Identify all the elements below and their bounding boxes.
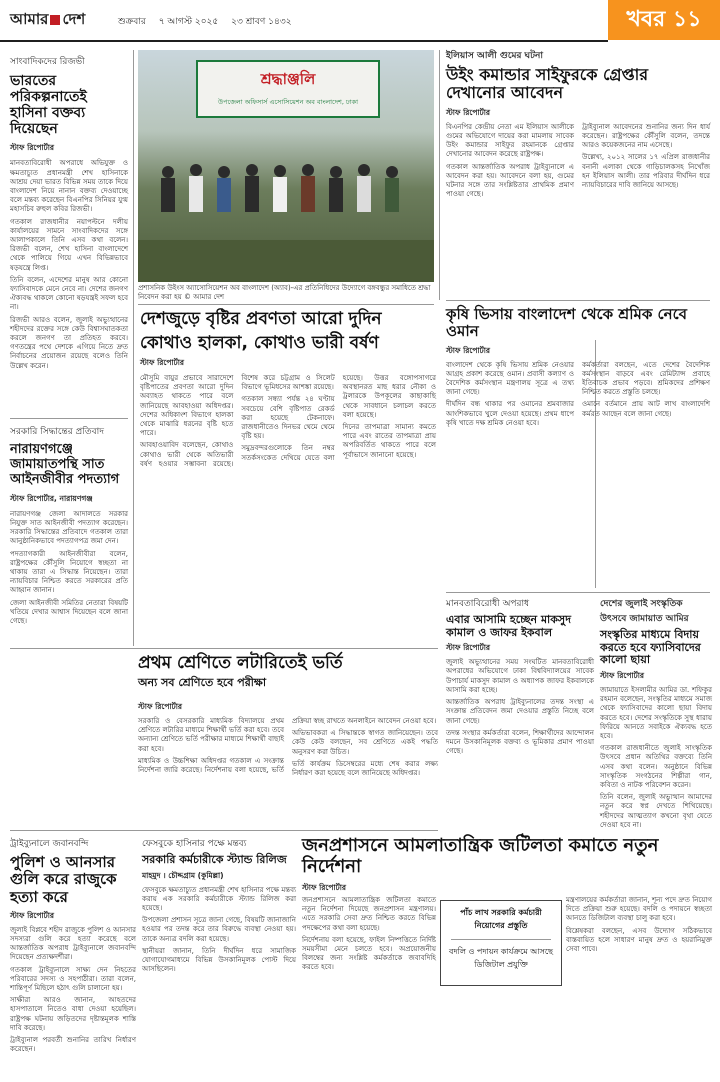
column-divider (439, 50, 440, 300)
story-byline: স্টাফ রিপোর্টার (600, 670, 645, 680)
story-body: বাংলাদেশ থেকে কৃষি ভিসায় শ্রমিক নেওয়ার আগ্রহ প্রকাশ করেছে ওমান। প্রবাসী কল্যাণ ও বৈদেশিক কর্মসংস্থান মন্ত্রণালয় সূত্রে এ তথ্য জানা গেছে। দীর্ঘদিন বন্ধ থাকার পর ওমানের শ্রমবাজার আংশিকভাবে খুলে দেওয়া হয়েছে। প্রথম ধাপে কৃষি খাতে দক্ষ শ্রমিক নেওয়া হবে। কর্মকর্তারা বলছেন, এতে দেশের বৈদেশিক কর্মসংস্থান বাড়বে এবং রেমিট্যান্স প্রবাহে ইতিবাচক প্রভাব পড়বে। শ্রমিকদের প্রশিক্ষণ নিশ্চিত করতে প্রস্তুতি চলছে। ওমানে বর্তমানে প্রায় আট লাখ বাংলাদেশি কর্মরত আছেন বলে জানা গেছে। (446, 360, 710, 427)
story-subhead: অন্য সব শ্রেণিতে হবে পরীক্ষা (138, 675, 267, 689)
story-body: জামায়াতে ইসলামীর আমির ডা. শফিকুর রহমান বলেছেন, সংস্কৃতির মাধ্যমে সমাজ থেকে ফ্যাসিবাদের কালো ছায়া বিদায় করতে হবে। দেশের সংস্কৃতিকে সুস্থ ধারায় ফিরিয়ে আনতে সবাইকে ঐক্যবদ্ধ হতে হবে। গতকাল রাজধানীতে জুলাই সাংস্কৃতিক উৎসবে প্রধান অতিথির বক্তব্যে তিনি এসব কথা বলেন। অনুষ্ঠানে বিভিন্ন সাংস্কৃতিক সংগঠনের শিল্পীরা গান, কবিতা ও নাটক পরিবেশন করেন। তিনি বলেন, জুলাই অভ্যুত্থান আমাদের নতুন করে স্বপ্ন দেখতে শিখিয়েছে। শহীদদের আত্মত্যাগ কখনো বৃথা যেতে দেওয়া হবে না। (600, 685, 712, 829)
story-byline: স্টাফ রিপোর্টার (10, 143, 55, 153)
story-headline[interactable]: এবার আসামি হচ্ছেন মাকসুদ কামাল ও জাফর ইকবাল (446, 613, 571, 639)
story-headline[interactable]: নারায়ণগঞ্জে জামায়াতপন্থি সাত আইনজীবীর পদত্যাগ (10, 442, 120, 487)
story-center-2 (138, 654, 438, 689)
divider (10, 418, 128, 419)
main-headline-line2[interactable]: কোথাও হালকা, কোথাও ভারী বর্ষণ (140, 332, 379, 353)
story-byline: স্টাফ রিপোর্টার (446, 643, 491, 653)
story-body: জুলাই বিপ্লবে শহীদ রাজুকে পুলিশ ও আনসার সদস্যরা গুলি করে হত্যা করেছে বলে আন্তর্জাতিক অপরাধ ট্রাইব্যুনালে জবানবন্দি দিয়েছেন প্রত্যক্ষদর্শীরা। গতকাল ট্রাইব্যুনালে সাক্ষ্য দেন নিহতের পরিবারের সদস্য ও সহপাঠীরা। তারা বলেন, শান্তিপূর্ণ মিছিলে হঠাৎ গুলি চালানো হয়। সাক্ষীরা আরও জানান, আহতদের হাসপাতালে নিতেও বাধা দেওয়া হয়েছিল। রাষ্ট্রপক্ষ ঘটনায় জড়িতদের দৃষ্টান্তমূলক শাস্তি দাবি করেছে। ট্রাইব্যুনাল পরবর্তী শুনানির তারিখ নির্ধারণ করেছেন। (10, 925, 136, 1054)
story-body: জনপ্রশাসনে আমলাতান্ত্রিক জটিলতা কমাতে নতুন নির্দেশনা দিয়েছে জনপ্রশাসন মন্ত্রণালয়। এতে সরকারি সেবা দ্রুত নিশ্চিত করতে বিভিন্ন পদক্ষেপের কথা বলা হয়েছে। নির্দেশনায় বলা হয়েছে, ফাইল নিষ্পত্তিতে নির্দিষ্ট সময়সীমা মেনে চলতে হবে। অপ্রয়োজনীয় বিলম্বের জন্য সংশ্লিষ্ট কর্মকর্তাকে জবাবদিহি করতে হবে। (302, 896, 436, 972)
story-center-2-body (138, 702, 438, 831)
story-body: মানবতাবিরোধী অপরাধে অভিযুক্ত ও ক্ষমতাচ্যুত প্রধানমন্ত্রী শেখ হাসিনাকে আশ্রয় দেয়া ভারত বিভিন্ন সময় তাকে দিয়ে বাংলাদেশ নিয়ে নানান বক্তব্য দেওয়াচ্ছে বলে মন্তব্য করেছেন বিএনপির সিনিয়র যুগ্ম মহাসচিব রুহুল কবির রিজভী। গতকাল রাজধানীর নয়াপল্টনে দলীয় কার্যালয়ের সামনে সাংবাদিকদের সঙ্গে আলাপকালে তিনি এসব কথা বলেন। রিজভী বলেন, শেখ হাসিনা বাংলাদেশে থেকে পালিয়ে গিয়ে এখন বিভিন্নভাবে ষড়যন্ত্রে লিপ্ত। তিনি বলেন, এদেশের মানুষ আর কোনো ফ্যাসিবাদকে মেনে নেবে না। দেশের জনগণ ঐক্যবদ্ধ থাকলে কোনো ষড়যন্ত্রই সফল হবে না। রিজভী আরও বলেন, জুলাই অভ্যুত্থানের শহীদদের রক্তের সঙ্গে কেউ বিশ্বাসঘাতকতা করলে জনগণ তা প্রতিহত করবে। গণতন্ত্রের পথে দেশকে এগিয়ে নিতে দ্রুত নির্বাচনের প্রয়োজন রয়েছে বলেও তিনি উল্লেখ করেন। (10, 159, 128, 370)
page-tag: খবর ১১ (608, 0, 720, 40)
column-divider (133, 50, 134, 646)
story-body: মৌসুমি বায়ুর প্রভাবে সারাদেশে বৃষ্টিপাতের প্রবণতা আরো দুদিন অব্যাহত থাকতে পারে বলে জানিয়েছে আবহাওয়া অধিদপ্তর। দেশের অধিকাংশ বিভাগে হালকা থেকে মাঝারি ধরনের বৃষ্টি হতে পারে। আবহাওয়াবিদ বলেছেন, কোথাও কোথাও ভারী থেকে অতিভারী বর্ষণ হওয়ার সম্ভাবনা রয়েছে। বিশেষ করে চট্টগ্রাম ও সিলেট বিভাগে ভূমিধসের আশঙ্কা রয়েছে। গতকাল সন্ধ্যা পর্যন্ত ২৪ ঘণ্টায় সবচেয়ে বেশি বৃষ্টিপাত রেকর্ড করা হয়েছে টেকনাফে। রাজধানীতেও দিনভর থেমে থেমে বৃষ্টি হয়। সমুদ্রবন্দরগুলোকে তিন নম্বর সতর্কসংকেত দেখিয়ে যেতে বলা হয়েছে। উত্তর বঙ্গোপসাগরে অবস্থানরত মাছ ধরার নৌকা ও ট্রলারকে উপকূলের কাছাকাছি থেকে সাবধানে চলাচল করতে বলা হয়েছে। দিনের তাপমাত্রা সামান্য কমতে পারে এবং রাতের তাপমাত্রা প্রায় অপরিবর্তিত থাকতে পারে বলে পূর্বাভাসে জানানো হয়েছে। (140, 374, 436, 468)
story-byline: স্টাফ রিপোর্টার, নারায়ণগঞ্জ (10, 493, 93, 503)
dateline (118, 14, 302, 29)
story-kicker: সরকারি সিদ্ধান্তের প্রতিবাদ (10, 427, 104, 437)
story-left-2 (10, 424, 128, 660)
story-right-4 (302, 836, 712, 895)
story-byline: স্টাফ রিপোর্টার (446, 345, 491, 355)
box-sub: বদলি ও পদায়ন কার্যক্রমে আসছে ডিজিটাল প্রযুক্তি (449, 947, 553, 969)
banner-sub: উপজেলা অফিসার্স এসোসিয়েশন অব বাংলাদেশ, ঢাকা (218, 98, 358, 106)
masthead-bar (0, 0, 720, 44)
divider (10, 830, 438, 831)
logo-square-icon (50, 15, 60, 25)
crowd-figures (148, 160, 424, 220)
story-left-3 (10, 836, 136, 1082)
date-bn: ২৩ শ্রাবণ ১৪৩২ (231, 17, 292, 27)
story-kicker: সাংবাদিকদের রিজভী (10, 57, 85, 67)
story-kicker: মানবতাবিরোধী অপরাধ (446, 599, 530, 609)
story-body: মন্ত্রণালয়ের কর্মকর্তারা জানান, শূন্য পদে দ্রুত নিয়োগ দিতে প্রক্রিয়া শুরু হয়েছে। বদলি ও পদায়নে স্বচ্ছতা আনতে ডিজিটাল ব্যবস্থা চালু করা হবে। বিশ্লেষকরা বলছেন, এসব উদ্যোগ সঠিকভাবে বাস্তবায়িত হলে সাধারণ মানুষ দ্রুত ও হয়রানিমুক্ত সেবা পাবে। (566, 896, 712, 954)
paper-name-right: দেশ (62, 10, 86, 28)
story-kicker: দেশের জুলাই সংস্কৃতিক উৎসবে জামায়াত আমির (600, 599, 689, 624)
story-headline[interactable]: উইং কমান্ডার সাইফুরকে গ্রেপ্তার দেখানোর আবেদন (446, 65, 649, 103)
story-body: জুলাই অভ্যুত্থানের সময় সংঘটিত মানবতাবিরোধী অপরাধের অভিযোগে ঢাকা বিশ্ববিদ্যালয়ের সাবেক উপাচার্য মাকসুদ কামাল ও অধ্যাপক জাফর ইকবালকে আসামি করা হচ্ছে। আন্তর্জাতিক অপরাধ ট্রাইব্যুনালের তদন্ত সংস্থা এ সংক্রান্ত প্রতিবেদন জমা দেওয়ার প্রস্তুতি নিচ্ছে বলে জানা গেছে। তদন্ত সংস্থার কর্মকর্তারা বলেন, শিক্ষার্থীদের আন্দোলন দমনে উসকানিমূলক বক্তব্য ও ভূমিকার প্রমাণ পাওয়া গেছে। (446, 658, 594, 756)
story-byline: মাহমুদ । চৌদ্দগ্রাম (কুমিল্লা) (142, 870, 224, 880)
day: শুক্রবার (118, 17, 146, 27)
divider (446, 300, 710, 301)
highlight-box (440, 900, 562, 986)
main-story (140, 358, 436, 644)
story-byline: স্টাফ রিপোর্টার (140, 358, 185, 367)
story-headline[interactable]: সংস্কৃতির মাধ্যমে বিদায় করতে হবে ফ্যাসিবাদের কালো ছায়া (600, 628, 701, 667)
story-kicker: ফেসবুকে হাসিনার পক্ষে মন্তব্য (142, 839, 247, 849)
paper-name-left: আমার (10, 10, 49, 28)
story-kicker: ইলিয়াস আলী গুমের ঘটনা (446, 51, 543, 61)
story-byline: স্টাফ রিপোর্টার (446, 107, 491, 117)
photo-banner (196, 60, 380, 118)
story-byline: স্টাফ রিপোর্টার (302, 883, 347, 893)
date-en: ৭ আগস্ট ২০২৫ (158, 17, 219, 27)
main-headline-block (140, 310, 436, 353)
story-right-3 (600, 596, 712, 829)
box-divider (451, 939, 551, 940)
story-left-1 (10, 54, 128, 427)
story-right-1 (446, 48, 710, 299)
story-center-3 (446, 596, 594, 808)
divider (138, 304, 434, 305)
story-headline[interactable]: কৃষি ভিসায় বাংলাদেশ থেকে শ্রমিক নেবে ওমান (446, 305, 687, 341)
story-byline: স্টাফ রিপোর্টার (10, 910, 55, 920)
masthead-rule (0, 40, 608, 42)
story-body: নারায়ণগঞ্জ জেলা আদালতে সরকার নিযুক্ত সাত আইনজীবী পদত্যাগ করেছেন। সরকারি সিদ্ধান্তের প্রতিবাদে গতকাল তারা আনুষ্ঠানিকভাবে পদত্যাগপত্র জমা দেন। পদত্যাগকারী আইনজীবীরা বলেন, রাষ্ট্রপক্ষের কৌঁসুলি নিয়োগে স্বচ্ছতা না থাকায় তারা এ সিদ্ধান্ত নিয়েছেন। তারা ন্যায়বিচার নিশ্চিত করতে সরকারের প্রতি আহ্বান জানান। জেলা আইনজীবী সমিতির নেতারা বিষয়টি খতিয়ে দেখার আশ্বাস দিয়েছেন বলে জানা গেছে। (10, 509, 128, 626)
masthead-logo (10, 8, 85, 33)
story-headline[interactable]: পুলিশ ও আনসার গুলি করে রাজুকে হত্যা করে (10, 853, 117, 906)
story-body: ফেসবুকে ক্ষমতাচ্যুত প্রধানমন্ত্রী শেখ হাসিনার পক্ষে মন্তব্য করায় এক সরকারি কর্মচারীকে স্ট্যান্ড রিলিজ করা হয়েছে। উপজেলা প্রশাসন সূত্রে জানা গেছে, বিষয়টি জানাজানি হওয়ার পর তদন্ত করে তার বিরুদ্ধে ব্যবস্থা নেওয়া হয়। তাকে অন্যত্র বদলি করা হয়েছে। স্থানীয়রা জানান, তিনি দীর্ঘদিন ধরে সামাজিক যোগাযোগমাধ্যমে বিভিন্ন উসকানিমূলক পোস্ট দিয়ে আসছিলেন। (142, 885, 296, 974)
divider (10, 648, 438, 649)
story-body: বিএনপির কেন্দ্রীয় নেতা এম ইলিয়াস আলীকে গুমের অভিযোগে দায়ের করা মামলায় সাবেক উইং কমান্ডার সাইফুর রহমানকে গ্রেপ্তার দেখানোর আবেদন করেছে রাষ্ট্রপক্ষ। গতকাল আন্তর্জাতিক অপরাধ ট্রাইব্যুনালে এ আবেদন করা হয়। আবেদনে বলা হয়, গুমের ঘটনার সঙ্গে তার সংশ্লিষ্টতার প্রাথমিক প্রমাণ পাওয়া গেছে। ট্রাইব্যুনাল আবেদনের শুনানির জন্য দিন ধার্য করেছেন। রাষ্ট্রপক্ষের কৌঁসুলি বলেন, তদন্তে আরও কয়েকজনের নাম এসেছে। উল্লেখ্য, ২০১২ সালের ১৭ এপ্রিল রাজধানীর বনানী এলাকা থেকে গাড়িচালকসহ নিখোঁজ হন ইলিয়াস আলী। তার পরিবার দীর্ঘদিন ধরে ন্যায়বিচারের দাবি জানিয়ে আসছে। (446, 122, 710, 199)
story-center-4 (142, 836, 296, 1050)
story-right-2 (446, 306, 710, 571)
photo-ground (138, 240, 434, 282)
photo-credit: © আমার দেশ (184, 293, 225, 301)
story-headline[interactable]: প্রথম শ্রেণিতে লটারিতেই ভর্তি (138, 653, 343, 673)
divider (446, 592, 710, 593)
banner-title: শ্রদ্ধাঞ্জলি (260, 70, 316, 88)
story-headline[interactable]: সরকারি কর্মচারীকে স্ট্যান্ড রিলিজ (142, 853, 287, 866)
story-headline[interactable]: জনপ্রশাসনে আমলাতান্ত্রিক জটিলতা কমাতে নতুন নির্দেশনা (302, 835, 659, 877)
photo-caption: প্রশাসনিক উইংস অ্যাসোসিয়েশন অব বাংলাদেশ (অ্যাব)-এর প্রতিনিধিদের উদ্যোগে বঙ্গবন্ধুর সমাধিতে শ্রদ্ধা নিবেদন করা হয় © আমার দেশ (138, 284, 431, 301)
story-body: সরকারি ও বেসরকারি মাধ্যমিক বিদ্যালয়ে প্রথম শ্রেণিতে লটারির মাধ্যমে শিক্ষার্থী ভর্তি করা হবে। তবে অন্যান্য শ্রেণিতে ভর্তি পরীক্ষার মাধ্যমে শিক্ষার্থী বাছাই করা হবে। মাধ্যমিক ও উচ্চশিক্ষা অধিদপ্তর গতকাল এ সংক্রান্ত নির্দেশনা জারি করেছে। নির্দেশনায় বলা হয়েছে, ভর্তি প্রক্রিয়া স্বচ্ছ রাখতে অনলাইনে আবেদন নেওয়া হবে। অভিভাবকরা এ সিদ্ধান্তকে স্বাগত জানিয়েছেন। তবে কেউ কেউ বলছেন, সব শ্রেণিতে একই পদ্ধতি অনুসরণ করা উচিত। ভর্তি কার্যক্রম ডিসেম্বরের মধ্যে শেষ করার লক্ষ্য নির্ধারণ করা হয়েছে বলে জানিয়েছে অধিদপ্তর। (138, 717, 438, 778)
story-headline[interactable]: ভারতের পরিকল্পনাতেই হাসিনা বক্তব্য দিয়েছেন (10, 73, 87, 138)
main-headline-line1[interactable]: দেশজুড়ে বৃষ্টির প্রবণতা আরো দুদিন (140, 309, 382, 329)
story-byline: স্টাফ রিপোর্টার (138, 702, 183, 711)
box-title: পাঁচ লাখ সরকারি কর্মচারী নিয়োগের প্রস্তুতি (460, 908, 542, 930)
story-kicker: ট্রাইব্যুনালে জবানবন্দি (10, 839, 89, 849)
news-photo (138, 50, 434, 282)
